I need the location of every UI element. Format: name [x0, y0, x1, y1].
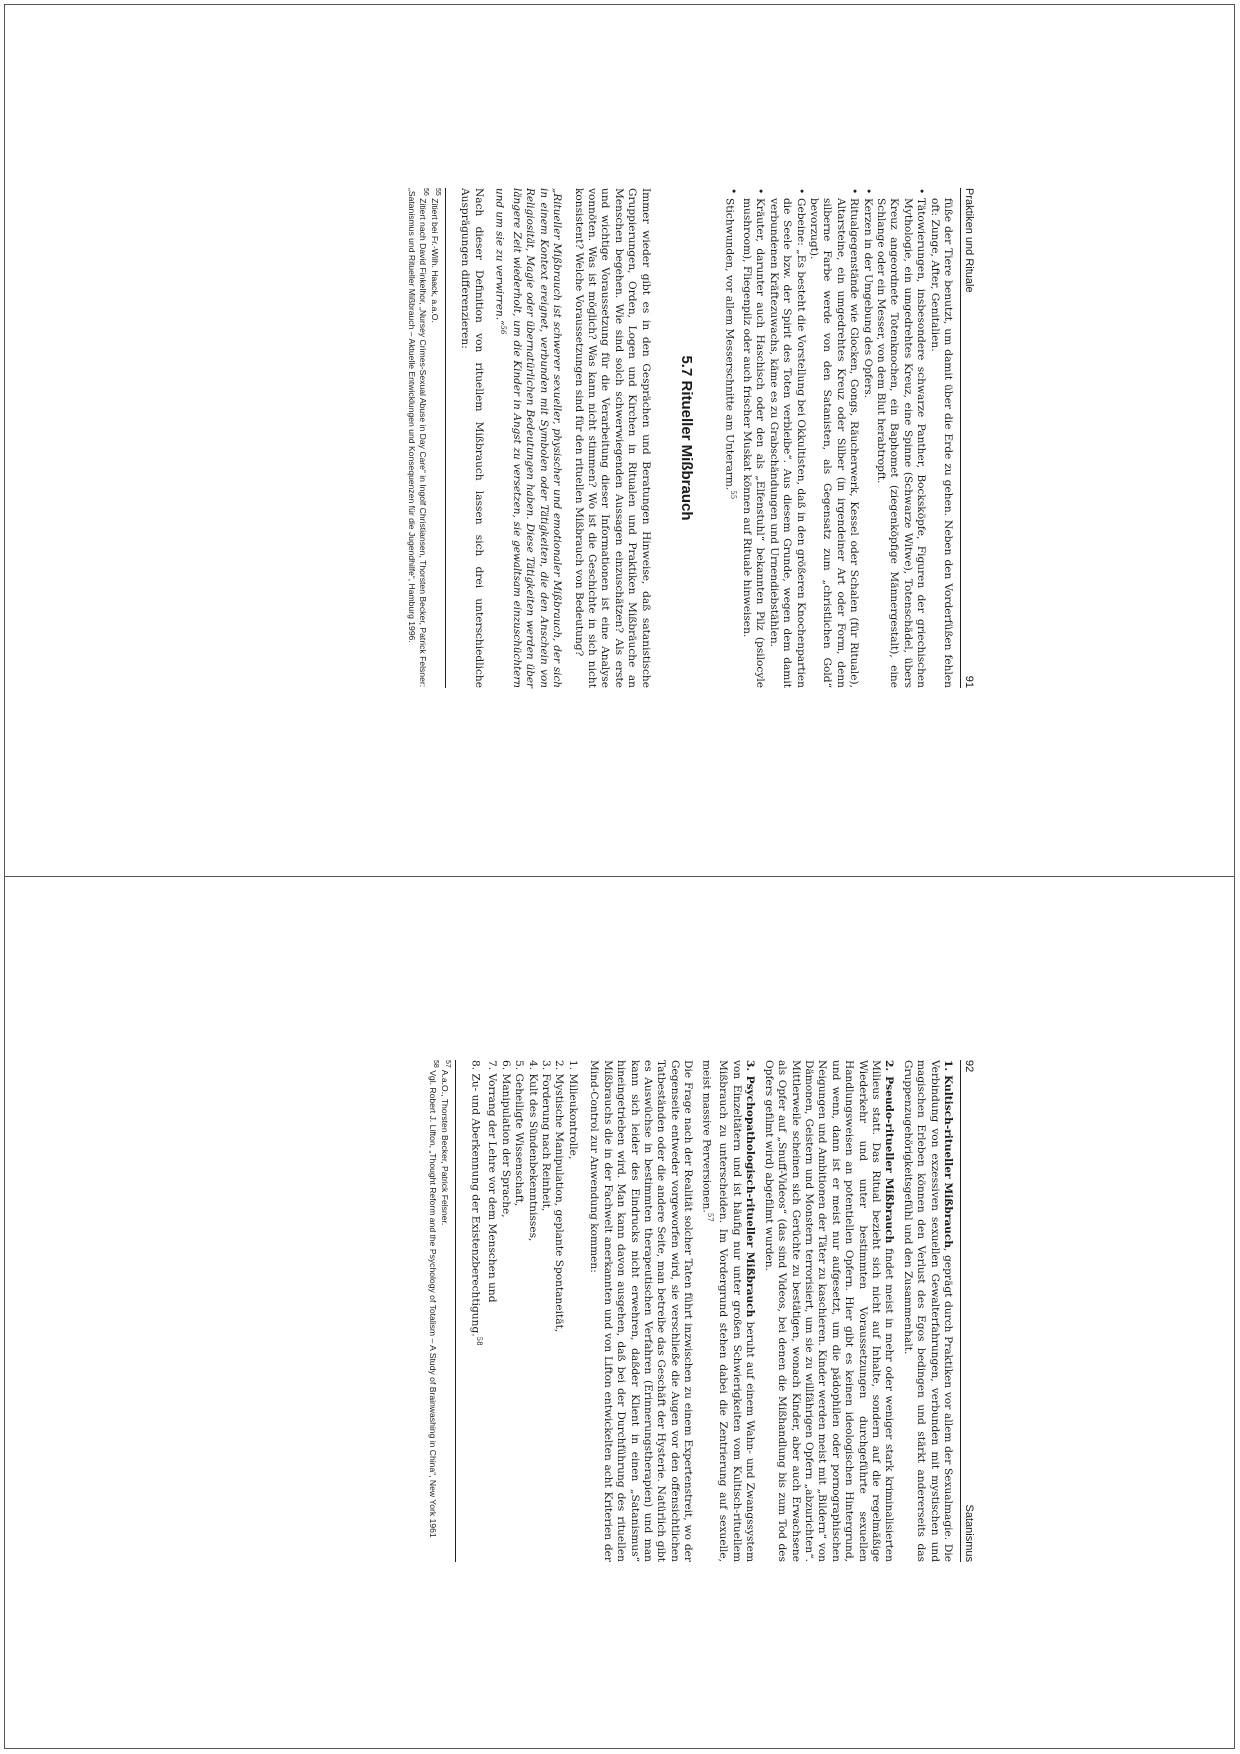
running-head [960, 188, 975, 688]
section-heading: 5.7 Ritueller Mißbrauch [677, 355, 695, 521]
definition-number: 2. [883, 1060, 896, 1072]
page-divider [4, 876, 1235, 877]
list-item: 2. Mystische Manipulation, geplante Spontaneität, [553, 1060, 566, 1333]
expert-debate-paragraph: Die Frage nach der Realität solcher Taten führt inzwischen zu einem Expertenstreit, wo der Gegenseite entweder vorgeworfen wird, sie verschließe die Augen vor den offensichtlichen Tatbeständen oder die andere Seite, man betreibe das Geschäft der Hysterie. Natürlich gibt es Auswüchse in bestimmten therapeutischen Verfahren (Erinnerungstherapien) und man kann sich leider des Eindrucks nicht erwehren, daßder Klient in einen „Satanismus“ hineingetrieben wird. Man kann davon ausgehen, daß bei der Durchführung des rituellen Mißbrauchs die in der Fachwelt anerkannten und von Lifton entwickelten acht Kriterien der Mind-Control zur Anwendung kommen: [588, 1060, 695, 1562]
page-92 [428, 1060, 975, 1562]
definition-quote [493, 188, 564, 688]
list-item: 6. Manipulation der Sprache, [499, 1060, 512, 1218]
indicator-list [723, 188, 928, 688]
page-91 [407, 188, 975, 688]
criteria-list [468, 1060, 579, 1562]
definition-term: Psychopathologisch-ritueller Mißbrauch [744, 1075, 757, 1318]
running-head [960, 1060, 975, 1562]
list-item [860, 188, 873, 688]
definition-text: findet meist in mehr oder weniger stark kriminalisierten Milieus statt. Das Ritual bezieht sich nicht auf Inhalte, sondern auf die regelmäßige Wiederkehr und unter bestimmten Voraussetzungen durchgeführte sexuellen Handlungsweisen an potentiellen Opfern. Hier gibt es keinen ideologischen Hintergrund, und wenn, dann ist er meist nur aufgesetzt, um die pädophilen oder pornographischen Neigungen und Ambitionen der Täter zu kaschieren. Kinder werden meist mit „Bildern“ von Dämonen, Geistern und Monstern terrorisiert, um sie zu willfährigen Opfern „abzurichten“. Mittlerweile scheinen sich Gerüchte zu bestätigen, wonach Kinder, aber auch Erwachsene als Opfer auf „Snuff-Videos“ (das sind Videos, bei denen die Mißhandlung bis zum Tod des Opfers gefilmt wird) abgefilmt wurden. [762, 1060, 896, 1562]
definition-item [761, 1060, 895, 1562]
page-number: 92 [963, 1060, 975, 1073]
list-item-text: Ritualgegenstände wie Glocken, Gongs, Räucherwerk, Kessel oder Schalen (für Rituale), Altarsteine, ein umgedrehtes Kreuz oder Silber (in irgendeiner Art oder Form, denn silberne Farbe werde von den Satanisten, als Gegensatz zum „christlichen Gold“ bevorzugt). [807, 198, 861, 688]
footnote [428, 1060, 440, 1562]
definition-term: Pseudo-ritueller Mißbrauch [883, 1076, 896, 1244]
footnote-number: 57 [444, 1060, 452, 1068]
footnote-text: A.a.O., Thorsten Becker, Patrick Felsner. [440, 1069, 451, 1226]
quote-text: „Ritueller Mißbrauch ist schwerer sexueller, physischer und emotionaler Mißbrauch, der sich in einem Kontext ereignet, verbunden mit Symbolen oder Tätigkeiten, die den Anschein von Religiosität, Magie oder übernatürlichen Bedeutungen haben. Diese Tätigkeiten werden über längere Zeit wiederholt, um die Kinder in Angst zu versetzen, sie gewaltsam einzuschüchtern und um sie zu verwirren.“ [494, 188, 564, 688]
list-item: 5. Geheiligte Wissenschaft, [513, 1060, 526, 1207]
bullet-icon: • [861, 188, 874, 195]
definition-term: Kultisch-ritueller Mißbrauch [942, 1075, 954, 1249]
bullet-icon: • [727, 188, 740, 195]
list-item [740, 188, 767, 688]
running-head-title: Satanismus [963, 1504, 975, 1562]
list-item-text: Kräuter, darunter auch Haschisch oder den als „Elfenstuhl“ bekannten Pilz (psilocyle mushroom), Fliegenpilz oder auch frischer Muskat können auf Rituale hinweisen. [740, 198, 767, 688]
bullet-icon: • [915, 188, 928, 195]
definition-text: , geprägt durch Praktiken vor allem der Sexualmagie. Die Verbindung von exzessiven sexuellen Gewalterfahrungen, verbunden mit mystischen und magischen Erleben können den Verlust des Egos bedingen und stärkt andererseits das Gruppenzugehörigkeitsgefühl und den Zusammenhalt. [901, 1060, 954, 1562]
footnote-ref: 58 [475, 1336, 484, 1346]
footnotes [428, 1060, 457, 1562]
list-item: 7. Vorrang der Lehre vor dem Menschen und [486, 1060, 499, 1303]
definition-number: 1. [942, 1060, 954, 1072]
list-item [723, 188, 740, 688]
list-item [874, 188, 928, 688]
footnote-ref: 56 [499, 325, 508, 335]
continuation-paragraph: füße der Tiere benutzt, um damit über die Erde zu gehen. Neben den Vorderfüßen fehlen oft: Zunge, After, Genitalien. [928, 198, 954, 688]
footnote [407, 188, 430, 688]
footnote-text: Vgl. Robert J. Lifton, „Thought Reform and the Psychology of Totalism – A Study of Brainwashing in China“, New York 1961 [428, 1070, 438, 1538]
list-item-text: Gebeine: „Es besteht die Vorstellung bei Okkultisten, daß in den größeren Knochenpartien die Seele bzw. der Spirit des Toten verbleibe“. Aus diesem Grunde, wegen dem damit verbundenen Kräftezuwachs, käme es zu Grabschändungen und Urnendiebstählen. [767, 198, 807, 688]
transition-paragraph: Nach dieser Definition von rituellem Mißbrauch lassen sich drei unterschiedliche Ausprägungen differenzieren: [459, 188, 485, 688]
footnote [440, 1060, 452, 1562]
list-item-text: Kerzen in der Umgebung des Opfers. [861, 198, 874, 399]
footnotes [407, 188, 446, 688]
footnote-ref: 55 [729, 490, 738, 500]
list-item [468, 1060, 485, 1562]
footnote [430, 188, 442, 688]
footnote-number: 56 [421, 188, 429, 196]
list-item [766, 188, 806, 688]
list-item [807, 188, 861, 688]
continuation-text [927, 188, 954, 688]
page-number: 91 [963, 675, 975, 688]
footnote-number: 55 [433, 188, 441, 196]
footnote-text: Zitiert bei Fr.-Wilh. Haack, a.a.O. [429, 198, 440, 323]
list-item-text: Stichwunden, vor allem Messerschnitte am Unterarm. [723, 198, 736, 491]
footnote-ref: 57 [706, 1212, 715, 1222]
section-body [571, 188, 651, 688]
running-head-title: Praktiken und Rituale [963, 188, 975, 293]
list-item: 4. Kult des Sündenbekenntnisses, [526, 1060, 539, 1242]
bullet-icon: • [754, 188, 767, 195]
section-body-2 [458, 188, 485, 688]
bullet-icon: • [794, 188, 807, 195]
list-item-text: Tätowierungen, insbesondere schwarze Panther, Bocksköpfe, Figuren der griechischen Mythologie, ein umgedrehtes Kreuz, eine Spinne (Schwarze Witwe), Totenschädel, übers Kreuz angeordnete Totenknochen, ein Baphomet (ziegenköpfige Männergestalt), eine Schlange oder ein Messer, von dem Blut herabtropft. [874, 198, 928, 688]
definition-item [900, 1060, 954, 1562]
definition-text: beruht auf einem Wahn- und Zwangssystem von Einzeltätern und ist häufig nur unter großen Schwierigkeiten vom Kultisch-rituellem Mißbrauch zu unterscheiden. Im Vordergrund stehen dabei die Zentrierung auf sexuelle, meist massive Perversionen. [700, 1060, 757, 1562]
list-item: 1. Milieukontrolle, [566, 1060, 579, 1160]
definitions [587, 1060, 954, 1562]
list-item-text: 8. Zu- und Aberkennung der Existenzberechtigung. [469, 1060, 482, 1337]
definition-number: 3. [744, 1060, 757, 1072]
intro-paragraph: Immer wieder gibt es in den Gesprächen und Beratungen Hinweise, daß satanistische Gruppierungen, Orden, Logen und Kirchen in Ritualen und Praktiken Mißbräuche an Menschen begehen. Wie sind solch schwerwiegenden Aussagen einzuschätzen? Als erste und wichtige Voraussetzung für die Verarbeitung dieser Informationen ist eine Analyse vonnöten. Was ist möglich? Was kann nicht stimmen? Wo ist die Geschichte in sich nicht konsistent? Welche Voraussetzungen sind für den rituellen Mißbrauch von Bedeutung? [572, 188, 652, 688]
definition-item [699, 1060, 756, 1562]
bullet-icon: • [848, 188, 861, 195]
footnote-number: 58 [431, 1060, 439, 1068]
list-item: 3. Forderung nach Reinheit, [540, 1060, 553, 1212]
footnote-text: Zitiert nach David Finkelhor, „Nursey Crimes-Sexual Abuse in Day Care“ in Ingolf Christiansen, Thorsten Becker, Patrick Felsner: „Satanismus und Ritueller Mißbrauch – Aktuelle Entwicklungen und Konsequenzen für die Jugendhilfe“, Hamburg 1996. [407, 188, 428, 688]
